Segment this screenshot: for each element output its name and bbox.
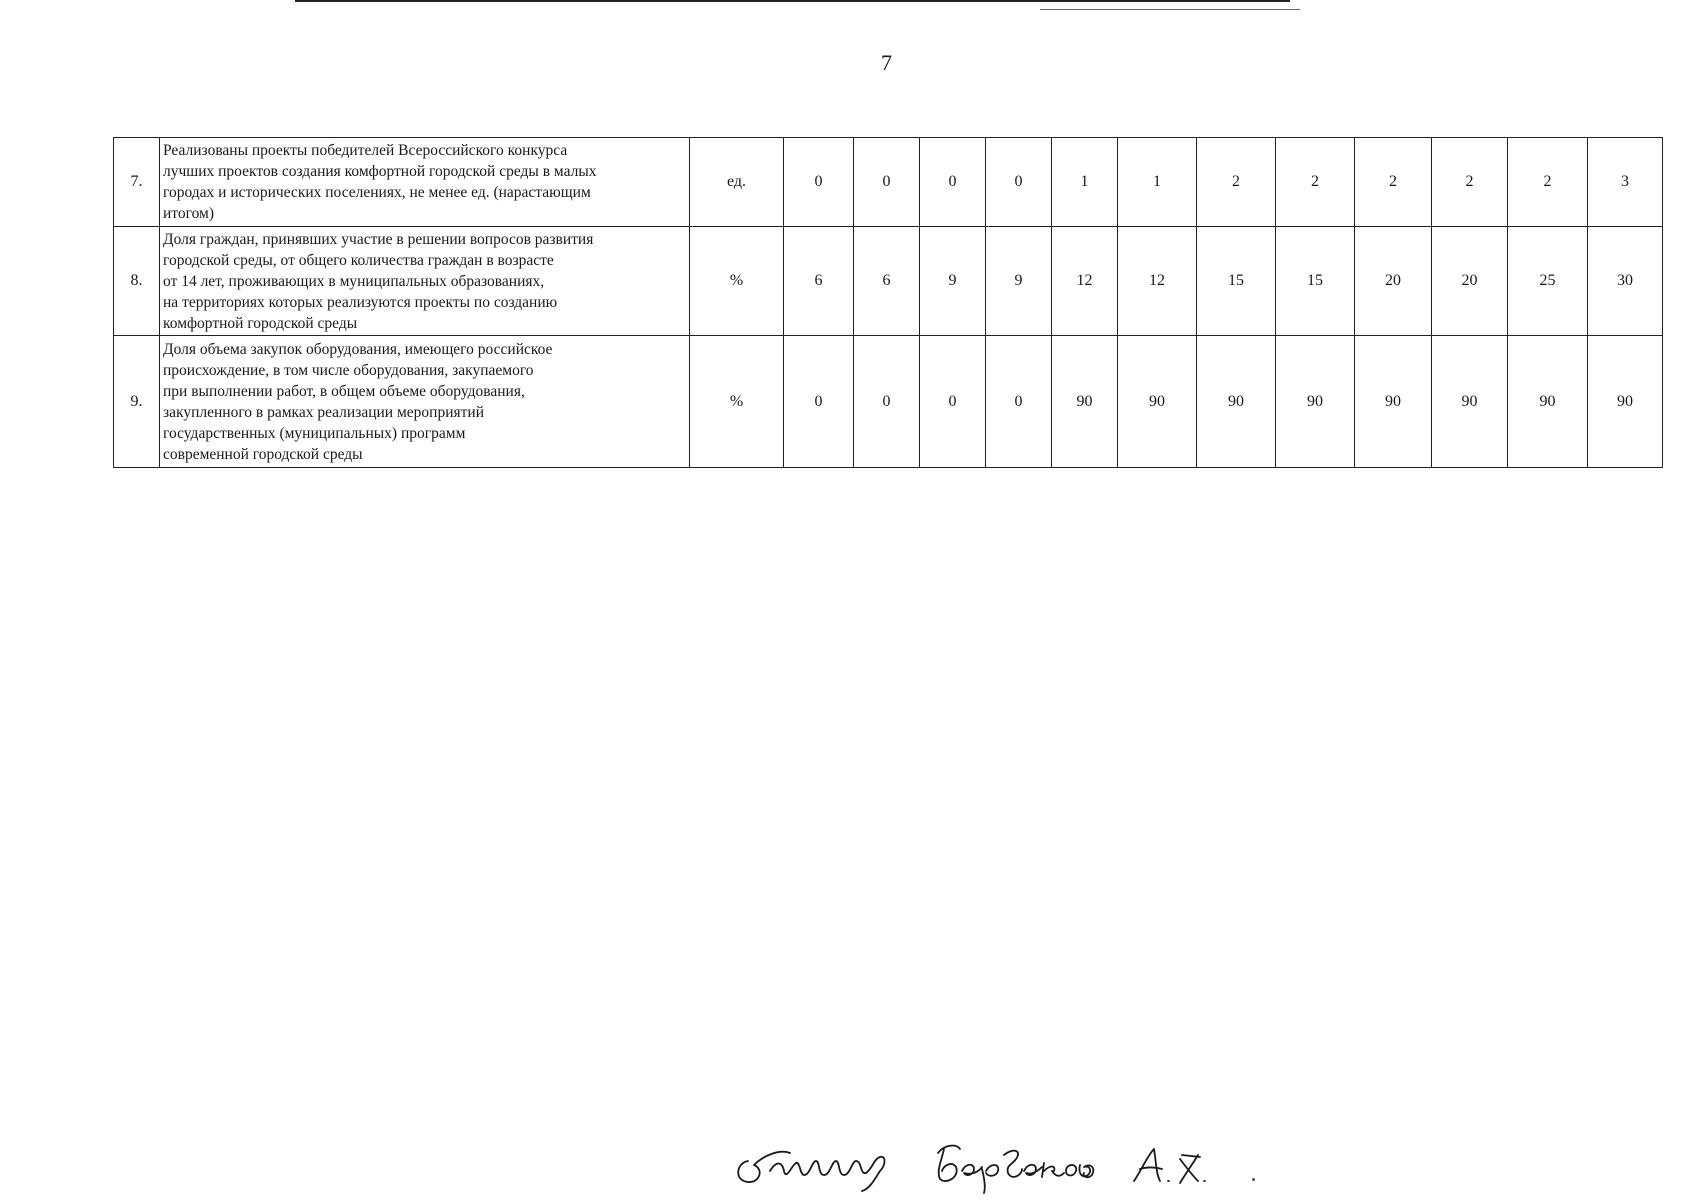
table-row <box>114 336 1663 468</box>
value-cell: 25 <box>1508 227 1588 336</box>
description-line: городской среды, от общего количества граждан в возрасте <box>163 251 554 269</box>
unit-cell: % <box>690 336 784 468</box>
value-cell: 1 <box>1118 138 1197 227</box>
table-row <box>114 227 1663 336</box>
row-number: 9. <box>114 336 160 468</box>
description-line: от 14 лет, проживающих в муниципальных образованиях, <box>163 272 545 290</box>
value-cell: 0 <box>920 336 986 468</box>
indicators-table <box>113 137 1663 468</box>
value-cell: 90 <box>1508 336 1588 468</box>
row-description <box>160 138 690 227</box>
description-line: городах и исторических поселениях, не менее ед. (нарастающим <box>163 184 591 201</box>
value-cell: 15 <box>1276 227 1355 336</box>
handwritten-signature <box>730 1125 1250 1195</box>
description-line: комфортной городской среды <box>163 314 358 332</box>
value-cell: 90 <box>1276 336 1355 468</box>
description-line: Доля граждан, принявших участие в решении вопросов развития <box>163 230 594 248</box>
value-cell: 9 <box>986 227 1052 336</box>
description-line: закупленного в рамках реализации мероприятий <box>163 403 484 421</box>
value-cell: 6 <box>784 227 854 336</box>
unit-cell: % <box>690 227 784 336</box>
description-line: на территориях которых реализуются проекты по созданию <box>163 293 558 311</box>
description-line: происхождение, в том числе оборудования, закупаемого <box>163 361 534 379</box>
value-cell: 12 <box>1118 227 1197 336</box>
row-description <box>160 227 690 336</box>
value-cell: 0 <box>920 138 986 227</box>
value-cell: 15 <box>1197 227 1276 336</box>
unit-cell: ед. <box>690 138 784 227</box>
description-line: Реализованы проекты победителей Всероссийского конкурса <box>163 142 568 159</box>
value-cell: 90 <box>1118 336 1197 468</box>
value-cell: 3 <box>1588 138 1663 227</box>
value-cell: 2 <box>1276 138 1355 227</box>
value-cell: 6 <box>854 227 920 336</box>
value-cell: 30 <box>1588 227 1663 336</box>
description-line: при выполнении работ, в общем объеме оборудования, <box>163 382 525 400</box>
value-cell: 0 <box>854 138 920 227</box>
value-cell: 0 <box>986 336 1052 468</box>
page-number: 7 <box>881 50 892 75</box>
value-cell: 12 <box>1052 227 1118 336</box>
description-line: государственных (муниципальных) программ <box>163 424 466 442</box>
description-line: современной городской среды <box>163 445 363 463</box>
value-cell: 0 <box>784 138 854 227</box>
value-cell: 2 <box>1355 138 1432 227</box>
value-cell: 90 <box>1197 336 1276 468</box>
dot-mark <box>1252 1178 1255 1181</box>
value-cell: 1 <box>1052 138 1118 227</box>
row-number: 8. <box>114 227 160 336</box>
value-cell: 9 <box>920 227 986 336</box>
value-cell: 0 <box>784 336 854 468</box>
description-line: лучших проектов создания комфортной городской среды в малых <box>163 163 597 180</box>
value-cell: 2 <box>1197 138 1276 227</box>
value-cell: 90 <box>1432 336 1508 468</box>
value-cell: 2 <box>1508 138 1588 227</box>
value-cell: 0 <box>986 138 1052 227</box>
top-rule-thin <box>1040 9 1300 10</box>
description-line: итогом) <box>163 205 215 222</box>
value-cell: 20 <box>1355 227 1432 336</box>
value-cell: 2 <box>1432 138 1508 227</box>
value-cell: 90 <box>1052 336 1118 468</box>
value-cell: 90 <box>1588 336 1663 468</box>
row-number: 7. <box>114 138 160 227</box>
value-cell: 90 <box>1355 336 1432 468</box>
value-cell: 0 <box>854 336 920 468</box>
description-line: Доля объема закупок оборудования, имеющего российское <box>163 340 553 358</box>
value-cell: 20 <box>1432 227 1508 336</box>
row-description <box>160 336 690 468</box>
table-row <box>114 138 1663 227</box>
top-rule <box>295 0 1290 2</box>
